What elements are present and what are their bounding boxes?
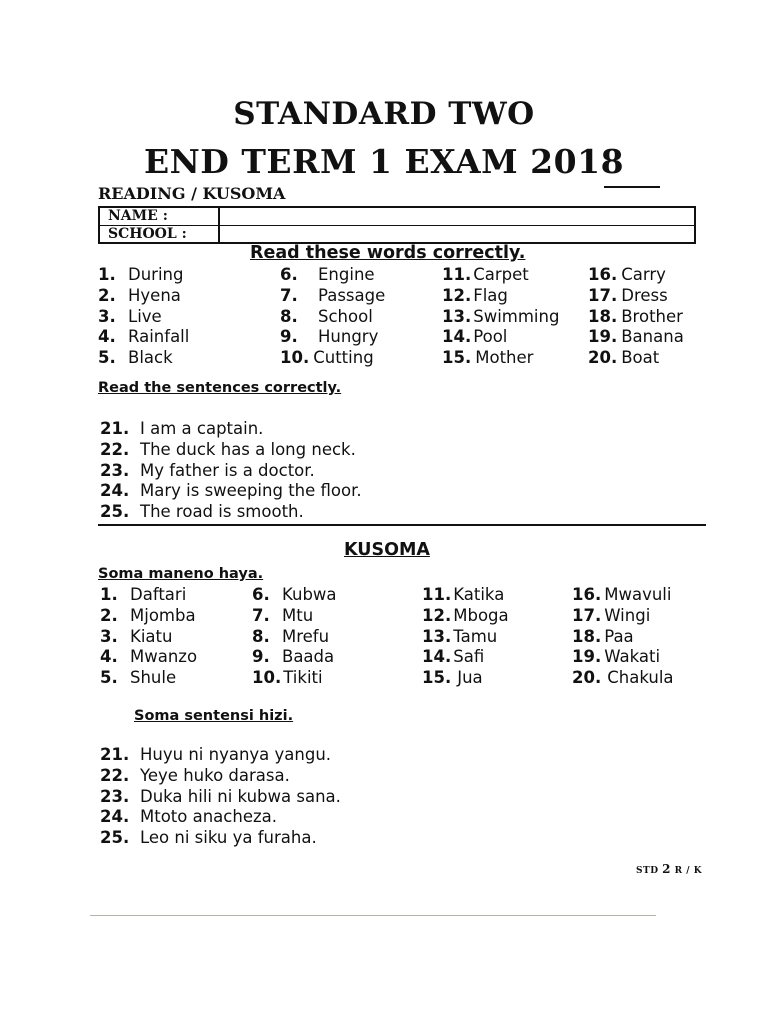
school-row xyxy=(100,226,694,243)
kiswahili-words-column-3 xyxy=(422,585,509,689)
word-item: 7. Passage xyxy=(280,285,386,305)
school-label: SCHOOL : xyxy=(108,226,187,242)
bottom-rule-divider xyxy=(90,915,656,916)
word-item: 13. Swimming xyxy=(442,306,560,326)
kiswahili-sentences-list xyxy=(100,745,341,849)
kiswahili-words-heading: Soma maneno haya. xyxy=(98,566,264,582)
word-item: 14. Pool xyxy=(442,327,508,347)
word-item: 2. Mjomba xyxy=(100,605,196,625)
kiswahili-words-column-2 xyxy=(252,585,337,689)
word-item: 20. Boat xyxy=(588,348,660,368)
word-item: 20. Chakula xyxy=(572,668,674,688)
english-words-column-2 xyxy=(280,265,385,369)
sentence-item: 23. Duka hili ni kubwa sana. xyxy=(100,786,341,806)
word-item: 11. Katika xyxy=(422,585,505,604)
sentence-item: 23. My father is a doctor. xyxy=(100,460,315,480)
sentence-item: 21. I am a captain. xyxy=(100,419,264,438)
student-info-table xyxy=(98,206,696,244)
word-item: 16. Carry xyxy=(588,265,666,284)
name-row xyxy=(100,208,694,226)
word-item: 5. Black xyxy=(98,348,173,368)
kiswahili-words-column-4 xyxy=(572,585,674,689)
word-item: 1. Daftari xyxy=(100,585,187,604)
sentence-item: 24. Mtoto anacheza. xyxy=(100,807,277,827)
sentence-item: 24. Mary is sweeping the floor. xyxy=(100,481,362,501)
english-sentences-heading: Read the sentences correctly. xyxy=(98,380,342,396)
word-item: 2. Hyena xyxy=(98,285,181,305)
word-item: 5. Shule xyxy=(100,668,177,688)
paper-code: STD 2 R / K xyxy=(636,862,703,876)
word-item: 6. Engine xyxy=(280,265,375,284)
word-item: 14. Safi xyxy=(422,647,485,667)
sentence-item: 21. Huyu ni nyanya yangu. xyxy=(100,745,332,764)
english-words-column-1 xyxy=(98,265,189,369)
word-item: 1. During xyxy=(98,265,184,284)
word-item: 15. Jua xyxy=(422,668,483,688)
word-item: 10. Cutting xyxy=(280,348,374,368)
sentence-item: 25. The road is smooth. xyxy=(100,502,304,522)
word-item: 12. Mboga xyxy=(422,605,509,625)
kiswahili-section-heading: KUSOMA xyxy=(344,540,430,560)
kiswahili-words-column-1 xyxy=(100,585,197,689)
word-item: 9. Hungry xyxy=(280,327,379,347)
word-item: 19. Banana xyxy=(588,327,684,347)
word-item: 3. Kiatu xyxy=(100,626,173,646)
english-words-column-3 xyxy=(442,265,559,369)
top-rule-divider xyxy=(604,186,660,188)
section-divider xyxy=(98,524,706,526)
sentence-item: 25. Leo ni siku ya furaha. xyxy=(100,828,317,848)
kiswahili-sentences-heading: Soma sentensi hizi. xyxy=(134,708,294,724)
sentence-item: 22. Yeye huko darasa. xyxy=(100,765,290,785)
table-divider xyxy=(218,208,220,225)
english-words-column-4 xyxy=(588,265,684,369)
word-item: 15. Mother xyxy=(442,348,534,368)
word-item: 19. Wakati xyxy=(572,647,661,667)
word-item: 16. Mwavuli xyxy=(572,585,672,604)
exam-title-line2: END TERM 1 EXAM 2018 xyxy=(143,142,625,181)
word-item: 17. Wingi xyxy=(572,605,651,625)
word-item: 3. Live xyxy=(98,306,162,326)
table-divider xyxy=(218,226,220,243)
word-item: 4. Rainfall xyxy=(98,327,190,347)
sentence-item: 22. The duck has a long neck. xyxy=(100,439,356,459)
section-label: READING / KUSOMA xyxy=(98,184,286,203)
english-sentences-list xyxy=(100,419,362,523)
word-item: 13. Tamu xyxy=(422,626,498,646)
word-item: 18. Paa xyxy=(572,626,634,646)
word-item: 8. School xyxy=(280,306,373,326)
word-item: 7. Mtu xyxy=(252,605,314,625)
english-words-heading: Read these words correctly. xyxy=(250,243,526,263)
exam-title-line1: STANDARD TWO xyxy=(233,96,535,132)
word-item: 6. Kubwa xyxy=(252,585,337,604)
word-item: 4. Mwanzo xyxy=(100,647,198,667)
word-item: 9. Baada xyxy=(252,647,335,667)
word-item: 10. Tikiti xyxy=(252,668,323,688)
word-item: 17. Dress xyxy=(588,285,668,305)
word-item: 11. Carpet xyxy=(442,265,529,284)
word-item: 12. Flag xyxy=(442,285,508,305)
word-item: 18. Brother xyxy=(588,306,683,326)
name-label: NAME : xyxy=(108,208,168,224)
word-item: 8. Mrefu xyxy=(252,626,330,646)
